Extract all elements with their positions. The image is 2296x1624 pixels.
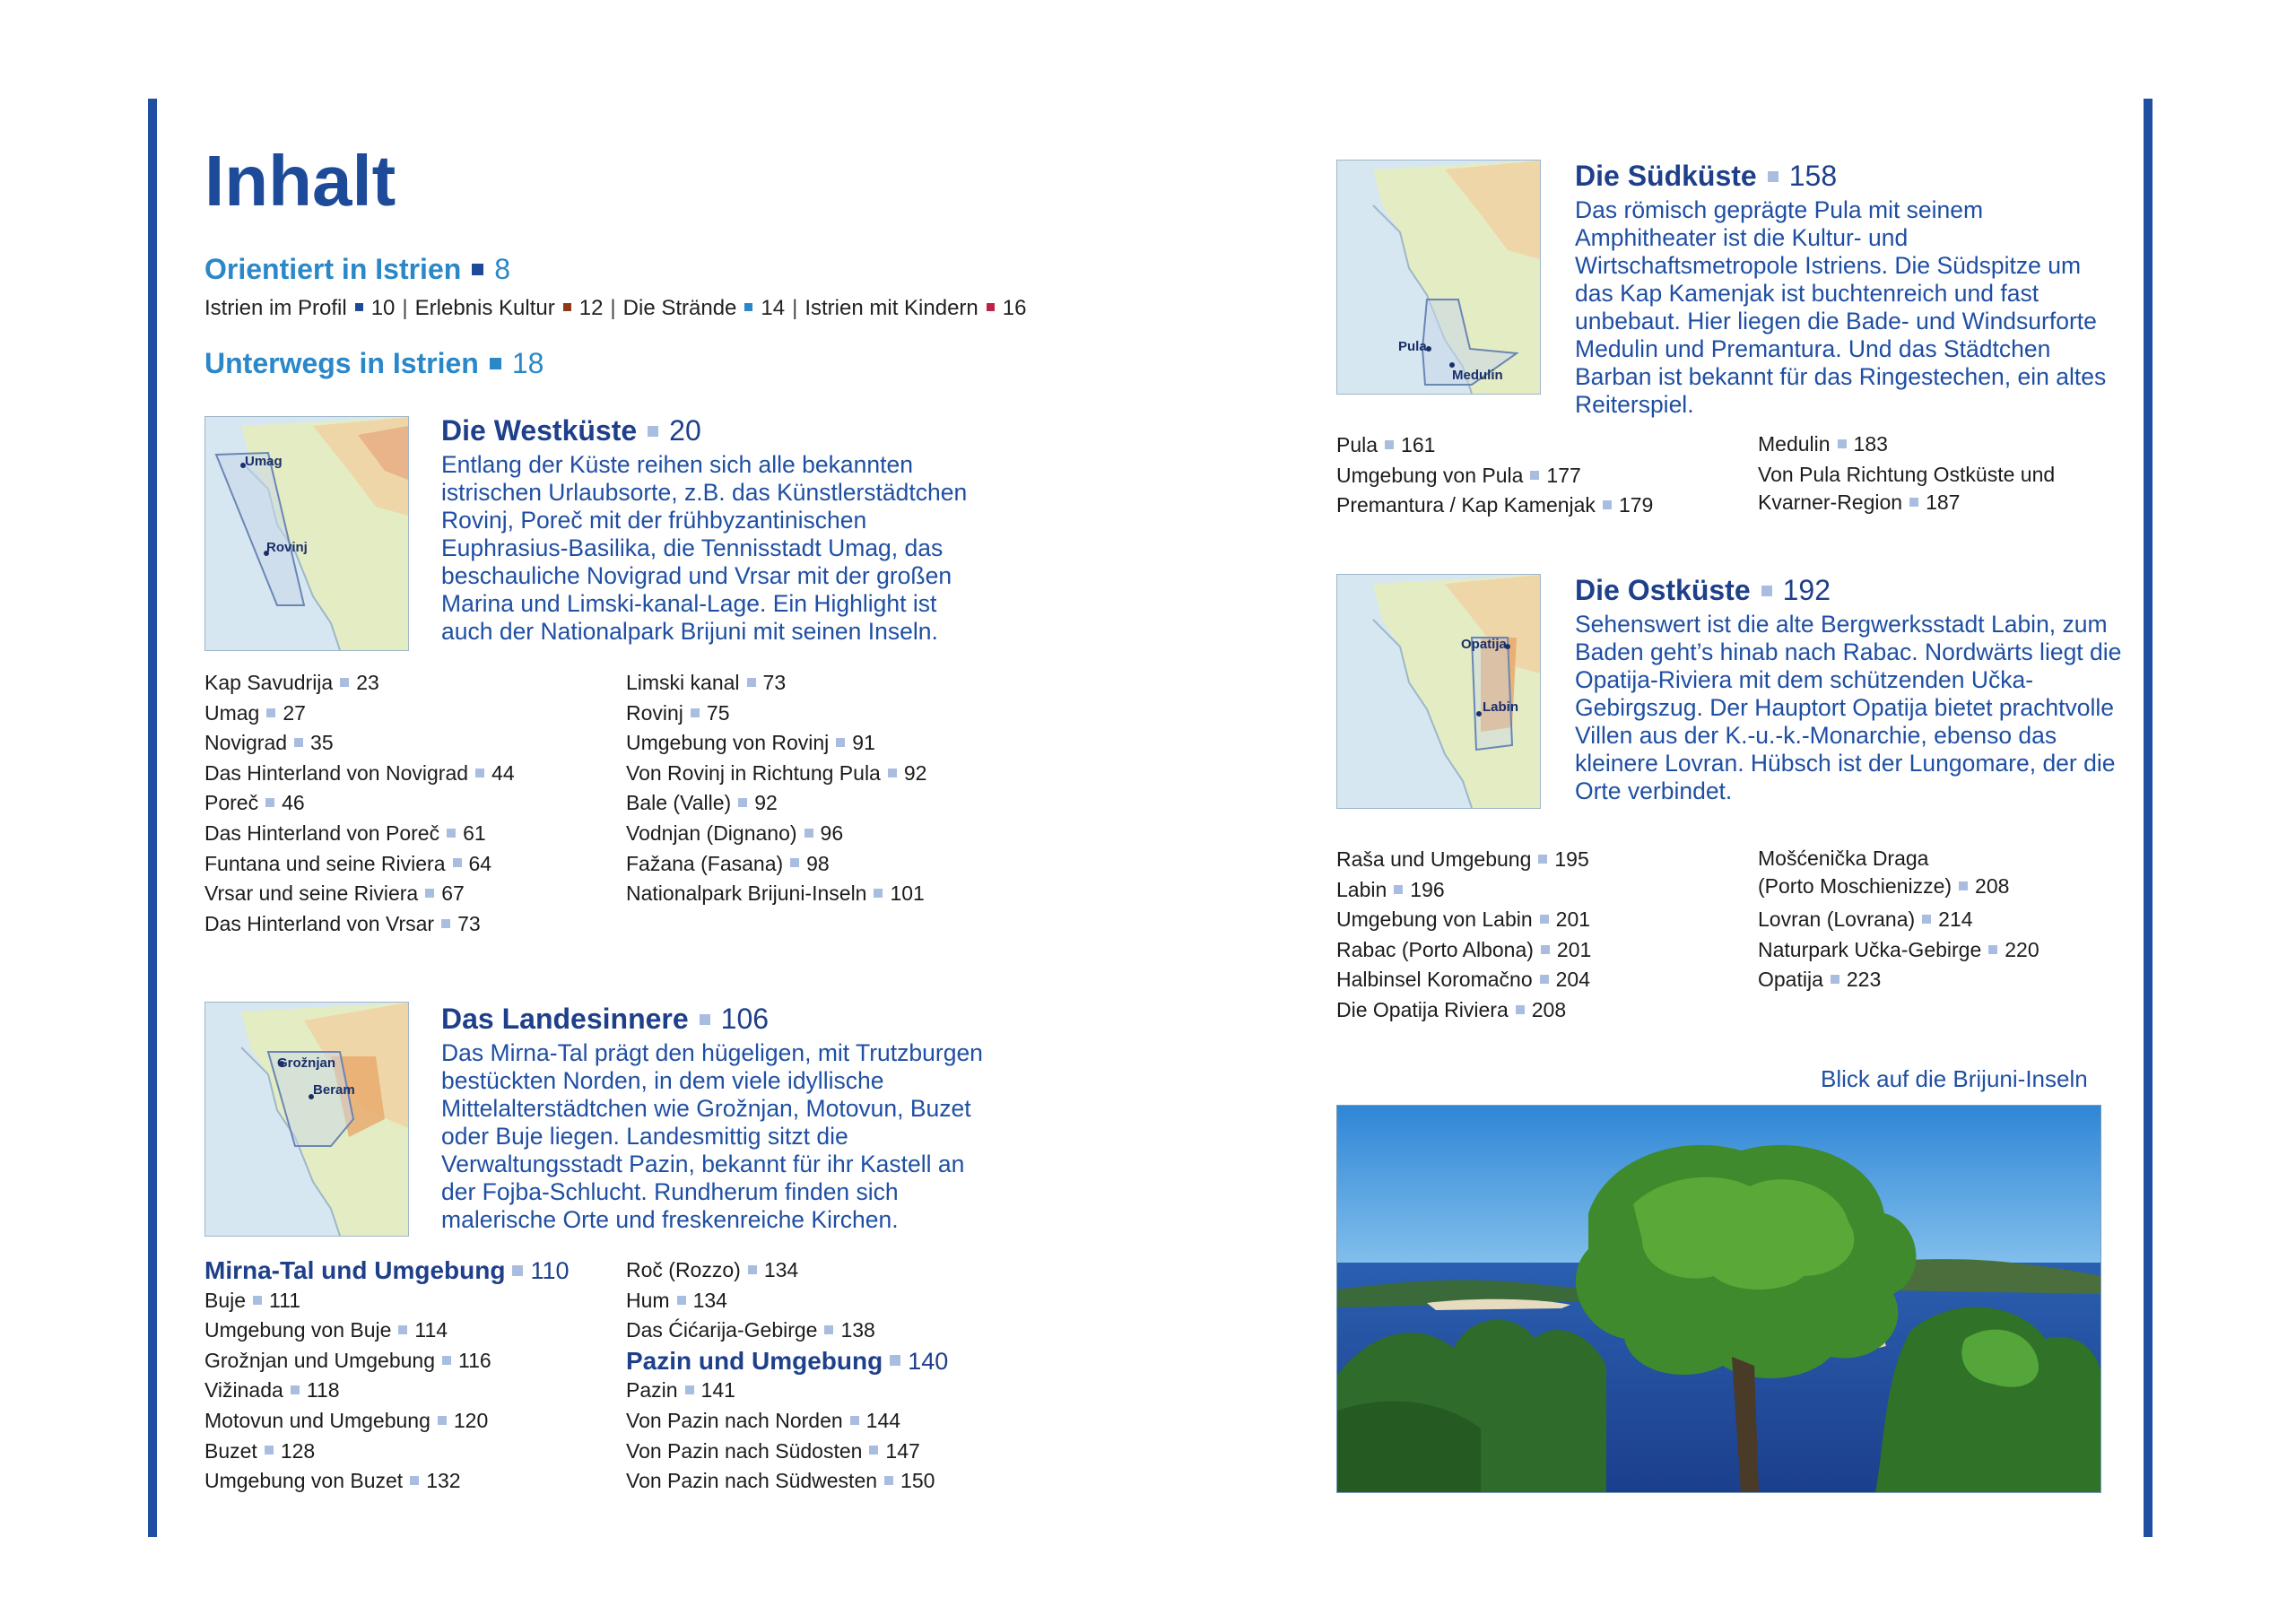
toc-entry[interactable]: Rovinj 75 — [626, 700, 730, 725]
toc-entry[interactable]: Das Hinterland von Vrsar 73 — [204, 911, 481, 935]
toc-entry[interactable]: Novigrad 35 — [204, 731, 334, 755]
toc-entry[interactable]: Poreč 46 — [204, 791, 305, 815]
toc-entry[interactable]: Motovun und Umgebung 120 — [204, 1408, 489, 1432]
map-suedkueste — [1336, 160, 1541, 395]
toc-entry[interactable]: Funtana und seine Riviera 64 — [204, 851, 492, 875]
toc-entry[interactable]: Bale (Valle) 92 — [626, 791, 778, 815]
map-landesinnere — [204, 1002, 409, 1237]
map-label-rovinj: Rovinj — [266, 540, 308, 555]
toc-entry[interactable]: Das Ćićarija-Gebirge 138 — [626, 1318, 875, 1342]
toc-entry[interactable]: Roč (Rozzo) 134 — [626, 1258, 799, 1281]
toc-entry[interactable]: Hum 134 — [626, 1288, 727, 1312]
toc-entry[interactable]: Das Hinterland von Novigrad 44 — [204, 760, 515, 785]
square-bullet-icon — [648, 426, 658, 437]
section-unterwegs-page: 18 — [511, 347, 544, 379]
toc-entry[interactable]: Labin 196 — [1336, 877, 1445, 901]
toc-entry[interactable]: Fažana (Fasana) 98 — [626, 851, 830, 875]
square-bullet-icon — [744, 303, 752, 311]
map-westkueste — [204, 416, 409, 651]
square-bullet-icon — [1761, 586, 1772, 596]
toc-entry[interactable]: Kap Savudrija 23 — [204, 671, 379, 694]
left-page-bar — [148, 99, 157, 1537]
square-bullet-icon — [490, 358, 501, 369]
toc-entry[interactable]: Pula 161 — [1336, 433, 1436, 456]
toc-entry[interactable]: (Porto Moschienizze) 208 — [1758, 874, 2010, 898]
toc-entry[interactable]: Die Opatija Riviera 208 — [1336, 997, 1567, 1021]
toc-entry[interactable]: Opatija 223 — [1758, 968, 1882, 992]
toc-entry[interactable]: Von Pazin nach Südosten 147 — [626, 1438, 920, 1463]
orientiert-items: Istrien im Profil 10 | Erlebnis Kultur 12 | Die Strände 14 | Istrien mit Kindern 16 — [204, 296, 1027, 320]
toc-subsection-mirna[interactable]: Mirna-Tal und Umgebung 110 — [204, 1256, 570, 1284]
right-page-bar — [2144, 99, 2152, 1537]
square-bullet-icon — [355, 303, 363, 311]
toc-entry[interactable]: Von Rovinj in Richtung Pula 92 — [626, 760, 927, 785]
map-label-opatija: Opatija — [1461, 637, 1507, 652]
map-label-pula: Pula — [1398, 339, 1427, 354]
map-label-beram: Beram — [313, 1082, 355, 1098]
toc-entry[interactable]: Das Hinterland von Poreč 61 — [204, 821, 486, 845]
ostkueste-list-1 — [1336, 845, 1591, 1026]
map-label-labin: Labin — [1483, 699, 1518, 715]
toc-entry[interactable]: Umgebung von Labin 201 — [1336, 908, 1591, 932]
page-title: Inhalt — [204, 141, 396, 221]
region-suedkueste-text: Das römisch geprägte Pula mit seinem Amphitheater ist die Kultur- und Wirtschaftsmetropole Istriens. Die Südspitze um das Kap Kamenjak ist buchtenreich und fast unbebaut. Hier liegen die Bade- und Windsurforte Medulin und Premantura. Und das Städtchen Barban ist bekannt für das Ringestechen, ein altes Reiterspiel. — [1575, 196, 2107, 418]
toc-entry[interactable]: Buzet 128 — [204, 1438, 316, 1463]
toc-entry[interactable]: Umgebung von Buje 114 — [204, 1318, 448, 1342]
map-label-groznjan: Grožnjan — [277, 1055, 336, 1071]
region-ostkueste-text: Sehenswert ist die alte Bergwerksstadt Labin, zum Baden geht’s hinab nach Rabac. Nordwärts liegt die Opatija-Riviera mit dem schützenden Učka-Gebirgszug. Der Hauptort Opatija bietet prachtvolle Villen aus der K.-u.-k.-Monarchie, ebenso das kleinere Lovran. Hübsch ist der Lungomare, der die Orte verbindet. — [1575, 611, 2122, 804]
toc-entry[interactable]: Medulin 183 — [1758, 432, 1888, 456]
westkueste-list-2 — [626, 668, 926, 909]
region-suedkueste-heading[interactable]: Die Südküste 158 — [1575, 160, 1838, 192]
toc-entry[interactable]: Kvarner-Region 187 — [1758, 490, 1961, 514]
toc-entry-kultur[interactable]: Erlebnis Kultur 12 — [414, 296, 604, 320]
toc-entry[interactable]: Grožnjan und Umgebung 116 — [204, 1348, 491, 1372]
square-bullet-icon — [987, 303, 995, 311]
section-unterwegs[interactable] — [204, 347, 544, 380]
toc-entry[interactable]: Mošćenička Draga — [1758, 847, 1929, 870]
toc-entry[interactable]: Rabac (Porto Albona) 201 — [1336, 937, 1592, 961]
suedkueste-list-2 — [1758, 430, 2055, 517]
toc-entry[interactable]: Buje 111 — [204, 1288, 301, 1312]
toc-entry[interactable]: Lovran (Lovrana) 214 — [1758, 908, 1973, 931]
toc-entry-straende[interactable]: Die Strände 14 — [622, 296, 786, 320]
toc-entry[interactable]: Premantura / Kap Kamenjak 179 — [1336, 493, 1654, 517]
square-bullet-icon — [1768, 171, 1779, 182]
region-landesinnere-text: Das Mirna-Tal prägt den hügeligen, mit Trutzburgen bestückten Norden, in dem viele idyllische Mittelalterstädtchen wie Grožnjan, Motovun, Buzet oder Buje liegen. Landesmittig sitzt die Verwaltungsstadt Pazin, bekannt für ihr Kastell an der Fojba-Schlucht. Rundherum finden sich malerische Orte und freskenreiche Kirchen. — [441, 1039, 983, 1233]
toc-entry[interactable]: Umag 27 — [204, 700, 306, 725]
square-bullet-icon — [563, 303, 571, 311]
photo-brijuni-islands — [1336, 1105, 2101, 1493]
toc-entry-profil[interactable]: Istrien im Profil 10 — [204, 296, 396, 320]
toc-entry[interactable]: Vižinada 118 — [204, 1378, 340, 1403]
toc-entry[interactable]: Limski kanal 73 — [626, 671, 787, 694]
region-landesinnere-heading[interactable]: Das Landesinnere 106 — [441, 1003, 770, 1035]
toc-entry[interactable]: Pazin 141 — [626, 1378, 735, 1403]
toc-entry[interactable]: Raša und Umgebung 195 — [1336, 847, 1589, 871]
toc-entry[interactable]: Von Pazin nach Südwesten 150 — [626, 1469, 935, 1493]
region-westkueste-heading[interactable]: Die Westküste 20 — [441, 414, 701, 447]
section-unterwegs-label: Unterwegs in Istrien — [204, 347, 479, 379]
toc-entry[interactable]: Umgebung von Buzet 132 — [204, 1469, 461, 1493]
square-bullet-icon — [700, 1014, 710, 1025]
section-orientiert[interactable] — [204, 253, 510, 286]
map-ostkueste — [1336, 574, 1541, 809]
toc-entry[interactable]: Umgebung von Rovinj 91 — [626, 731, 875, 755]
section-orientiert-label: Orientiert in Istrien — [204, 253, 462, 285]
map-label-medulin: Medulin — [1452, 368, 1503, 383]
toc-subsection-pazin[interactable]: Pazin und Umgebung 140 — [626, 1346, 949, 1375]
toc-entry[interactable]: Halbinsel Koromačno 204 — [1336, 968, 1590, 992]
westkueste-list-1 — [204, 668, 515, 939]
toc-entry[interactable]: Von Pazin nach Norden 144 — [626, 1408, 901, 1432]
toc-entry[interactable]: Vodnjan (Dignano) 96 — [626, 821, 844, 845]
toc-entry[interactable]: Von Pula Richtung Ostküste und — [1758, 462, 2056, 486]
toc-entry[interactable]: Naturpark Učka-Gebirge 220 — [1758, 937, 2039, 961]
photo-caption: Blick auf die Brijuni-Inseln — [1821, 1065, 2088, 1092]
toc-entry[interactable]: Umgebung von Pula 177 — [1336, 463, 1581, 487]
toc-entry[interactable]: Nationalpark Brijuni-Inseln 101 — [626, 881, 925, 906]
toc-entry[interactable]: Vrsar und seine Riviera 67 — [204, 881, 465, 906]
suedkueste-list-1 — [1336, 430, 1653, 521]
region-westkueste-text: Entlang der Küste reihen sich alle bekannten istrischen Urlaubsorte, z.B. das Künstlerstädtchen Rovinj, Poreč mit der frühbyzantinischen Euphrasius-Basilika, die Tennisstadt Umag, das beschauliche Novigrad und Vrsar mit der großen Marina und Limski-kanal-Lage. Ein Highlight ist auch der Nationalpark Brijuni mit seinen Inseln. — [441, 451, 968, 645]
landesinnere-list-1 — [204, 1255, 570, 1497]
region-ostkueste-heading[interactable]: Die Ostküste 192 — [1575, 574, 1831, 606]
map-label-umag: Umag — [245, 454, 283, 469]
square-bullet-icon — [472, 264, 483, 275]
landesinnere-list-2 — [626, 1255, 948, 1497]
ostkueste-list-2 — [1758, 845, 2039, 995]
toc-entry-kinder[interactable]: Istrien mit Kindern 16 — [804, 296, 1027, 320]
section-orientiert-page: 8 — [494, 253, 511, 285]
